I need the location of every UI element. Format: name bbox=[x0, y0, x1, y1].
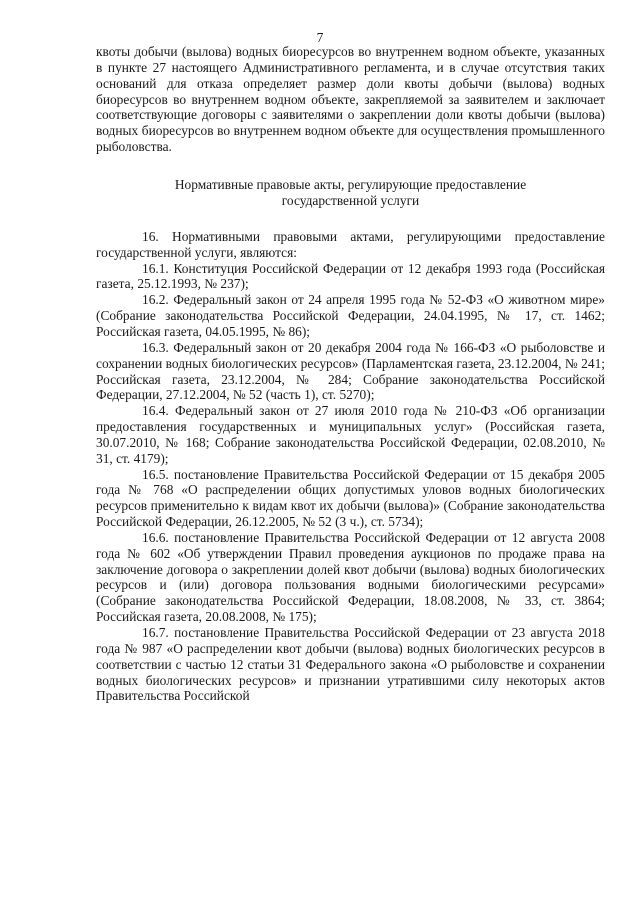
paragraph-16-5: 16.5. постановление Правительства Российской Федерации от 15 декабря 2005 года № 768 «О распределении общих допустимых уловов водных биологических ресурсов применительно к видам квот их добычи (вылова)» (Собрание законодательства Российской Федерации, 26.12.2005, № 52 (3 ч.), ст. 5734); bbox=[96, 466, 605, 530]
intro-paragraph: квоты добычи (вылова) водных биоресурсов во внутреннем водном объекте, указанных в пункте 27 настоящего Административного регламента, и в случае отсутствия таких оснований для отказа определяет размер доли квоты добычи (вылова) водных биоресурсов во внутреннем водном объекте, закрепляемой за заявителем и заключает соответствующие договоры с заявителями о закреплении доли квоты добычи (вылова) водных биоресурсов во внутреннем водном объекте для осуществления промышленного рыболовства. bbox=[96, 44, 605, 155]
paragraph-16-7: 16.7. постановление Правительства Российской Федерации от 23 августа 2018 года № 987 «О распределении квот добычи (вылова) водных биологических ресурсов в соответствии с частью 12 статьи 31 Федерального закона «О рыболовстве и сохранении водных биологических ресурсов» и признании утратившими силу некоторых актов Правительства Российской bbox=[96, 625, 605, 704]
paragraph-16-3: 16.3. Федеральный закон от 20 декабря 2004 года № 166-ФЗ «О рыболовстве и сохранении водных биологических ресурсов» (Парламентская газета, 23.12.2004, № 241; Российская газета, 23.12.2004, № 284; Собрание законодательства Российской Федерации, 27.12.2004, № 52 (часть 1), ст. 5270); bbox=[96, 339, 605, 403]
paragraph-16-6: 16.6. постановление Правительства Российской Федерации от 12 августа 2008 года № 602 «Об утверждении Правил проведения аукционов по продаже права на заключение договора о закреплении долей квот добычи (вылова) водных биологических ресурсов и (или) договора пользования водными биологическими ресурсами» (Собрание законодательства Российской Федерации, 18.08.2008, № 33, ст. 3864; Российская газета, 20.08.2008, № 175); bbox=[96, 529, 605, 625]
paragraph-16: 16. Нормативными правовыми актами, регулирующими предоставление государственной услуги, являются: bbox=[96, 228, 605, 260]
page-number: 7 bbox=[316, 30, 324, 45]
paragraph-16-1: 16.1. Конституция Российской Федерации от 12 декабря 1993 года (Российская газета, 25.12.1993, № 237); bbox=[96, 260, 605, 292]
section-heading: Нормативные правовые акты, регулирующие предоставление государственной услуги bbox=[174, 176, 527, 208]
paragraph-16-2: 16.2. Федеральный закон от 24 апреля 1995 года № 52-ФЗ «О животном мире» (Собрание законодательства Российской Федерации, 24.04.1995, № 17, ст. 1462; Российская газета, 04.05.1995, № 86); bbox=[96, 292, 605, 339]
document-body bbox=[96, 44, 605, 704]
paragraph-16-4: 16.4. Федеральный закон от 27 июля 2010 года № 210-ФЗ «Об организации предоставления государственных и муниципальных услуг» (Российская газета, 30.07.2010, № 168; Собрание законодательства Российской Федерации, 02.08.2010, № 31, ст. 4179); bbox=[96, 403, 605, 466]
